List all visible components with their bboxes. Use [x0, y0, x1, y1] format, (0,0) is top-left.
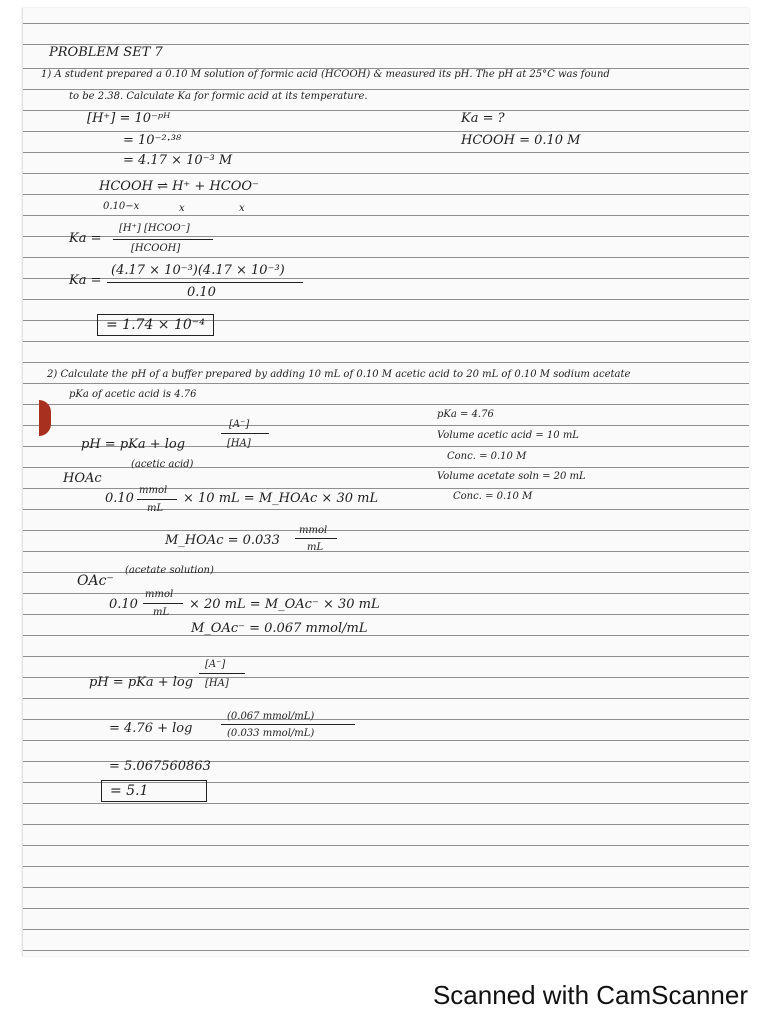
- q1-reaction: HCOOH ⇌ H⁺ + HCOO⁻: [99, 179, 259, 194]
- q1-ice-hcooh: 0.10−x: [103, 201, 140, 212]
- q2-answer-box: = 5.1: [101, 780, 207, 802]
- q2-hh-denominator: [HA]: [227, 438, 251, 449]
- q2-substitution-denominator: (0.033 mmol/mL): [227, 728, 315, 739]
- q2-hoac-value: 0.10: [105, 491, 134, 506]
- q1-answer-box: = 1.74 × 10⁻⁴: [97, 314, 214, 336]
- q2-substitution-numerator: (0.067 mmol/mL): [227, 711, 315, 722]
- q1-ka2-numerator: (4.17 × 10⁻³)(4.17 × 10⁻³): [111, 263, 285, 278]
- q1-ka-denominator: [HCOOH]: [131, 243, 181, 254]
- q1-given-conc: HCOOH = 0.10 M: [461, 133, 581, 148]
- q2-oac-unit-den: mL: [153, 607, 170, 618]
- q1-ka-fraction-bar: [113, 239, 213, 240]
- q2-hh-fraction-bar: [221, 433, 269, 434]
- scanner-watermark: Scanned with CamScanner: [432, 980, 748, 1010]
- q2-m-hoac: M_HOAc = 0.033: [165, 533, 280, 548]
- q2-given-pka: pKa = 4.76: [437, 409, 494, 420]
- q1-ice-h: x: [179, 203, 185, 214]
- problem-set-title: PROBLEM SET 7: [49, 45, 163, 60]
- q1-ice-hcoo: x: [239, 203, 245, 214]
- q2-prompt-line2: pKa of acetic acid is 4.76: [69, 389, 197, 400]
- q2-oac-value: 0.10: [109, 597, 138, 612]
- q2-substitution-lhs: = 4.76 + log: [109, 721, 193, 736]
- q2-hoac-label: HOAc: [63, 471, 102, 486]
- q2-hoac-equation: × 10 mL = M_HOAc × 30 mL: [183, 491, 379, 506]
- q2-given-vol-acetate: Volume acetate soln = 20 mL: [437, 471, 586, 482]
- q1-given-ka: Ka = ?: [461, 111, 505, 126]
- q2-m-oac: M_OAc⁻ = 0.067 mmol/mL: [191, 621, 368, 636]
- q2-oac-equation: × 20 mL = M_OAc⁻ × 30 mL: [189, 597, 380, 612]
- notebook-page: [22, 8, 749, 956]
- q1-prompt-line2: to be 2.38. Calculate Ka for formic acid at its temperature.: [69, 91, 368, 102]
- q2-hoac-note: (acetic acid): [131, 459, 194, 470]
- q2-hoac-unit-bar: [137, 499, 177, 500]
- q2-oac-unit-bar: [143, 603, 183, 604]
- q2-hoac-unit-num: mmol: [139, 485, 168, 496]
- q2-hoac-unit-den: mL: [147, 503, 164, 514]
- q2-hh-lhs: pH = pKa + log: [81, 437, 186, 452]
- q2-m-hoac-unit-bar: [295, 538, 337, 539]
- q1-prompt-line1: 1) A student prepared a 0.10 M solution of formic acid (HCOOH) & measured its pH. The pH at 25°C was found: [41, 69, 610, 80]
- binder-hole-mark: [39, 400, 51, 436]
- q2-hh-numerator: [A⁻]: [229, 419, 250, 430]
- q2-hh2-fraction-bar: [199, 673, 245, 674]
- q2-hh2-denominator: [HA]: [205, 678, 229, 689]
- q2-oac-unit-num: mmol: [145, 589, 174, 600]
- q2-substitution-bar: [221, 724, 355, 725]
- q1-h-eq2: = 10⁻²·³⁸: [123, 133, 182, 148]
- q2-hh2-lhs: pH = pKa + log: [89, 675, 194, 690]
- q2-m-hoac-unit-num: mmol: [299, 525, 328, 536]
- q2-result: = 5.067560863: [109, 759, 211, 774]
- q1-ka-numerator: [H⁺] [HCOO⁻]: [119, 223, 190, 234]
- q2-given-vol-acid: Volume acetic acid = 10 mL: [437, 430, 579, 441]
- q2-given-conc-acid: Conc. = 0.10 M: [447, 451, 527, 462]
- q1-ka2-lhs: Ka =: [69, 273, 102, 288]
- q1-h-eq3: = 4.17 × 10⁻³ M: [123, 153, 233, 168]
- q2-m-hoac-unit-den: mL: [307, 542, 324, 553]
- q1-ka2-denominator: 0.10: [187, 285, 216, 300]
- q2-hh2-numerator: [A⁻]: [205, 659, 226, 670]
- q2-oac-label: OAc⁻: [77, 573, 114, 589]
- q1-ka-lhs: Ka =: [69, 231, 102, 246]
- q1-ka2-fraction-bar: [107, 282, 303, 283]
- q2-oac-note: (acetate solution): [125, 565, 214, 576]
- q1-h-eq1: [H⁺] = 10⁻ᵖᴴ: [87, 111, 171, 126]
- q2-prompt-line1: 2) Calculate the pH of a buffer prepared by adding 10 mL of 0.10 M acetic acid to 20 mL of 0.10 M sodium acetate: [47, 369, 631, 380]
- q2-given-conc-acetate: Conc. = 0.10 M: [453, 491, 533, 502]
